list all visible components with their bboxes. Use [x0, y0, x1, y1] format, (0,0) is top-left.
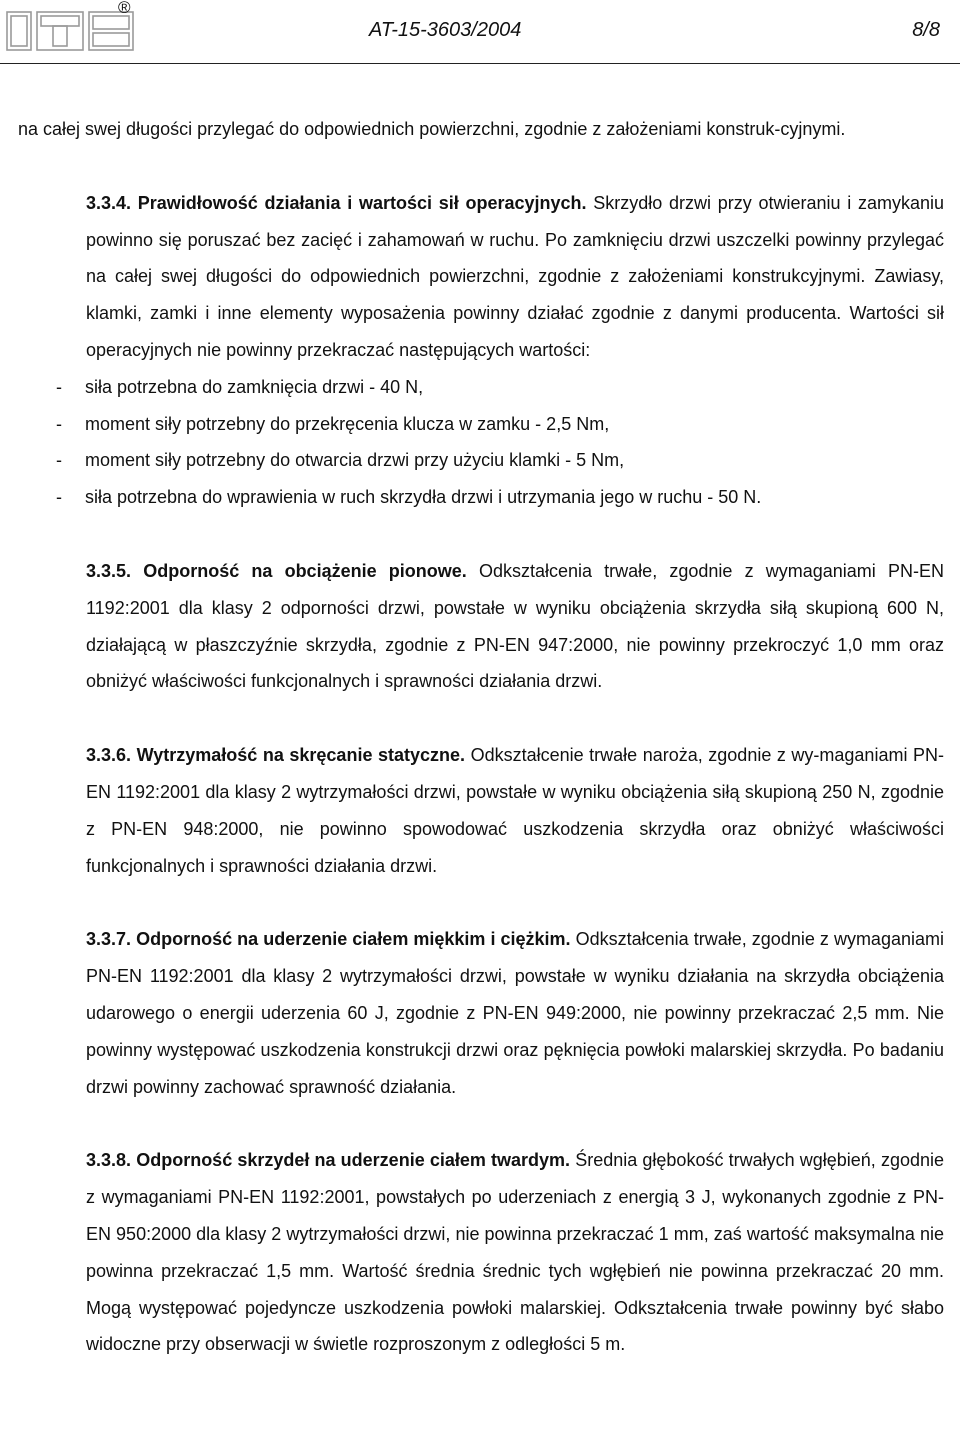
- section-title: Wytrzymałość na skręcanie statyczne.: [136, 745, 466, 766]
- page-number: 8/8: [912, 19, 940, 41]
- operational-forces-list: [18, 369, 944, 516]
- section-text: Odkształcenia trwałe, zgodnie z wymaganiami PN-EN 1192:2001 dla klasy 2 wytrzymałości drzwi, powstałe w wyniku działania na skrzydła obciążenia udarowego o energii uderzenia 60 J, zgodnie z PN-EN 949:2000, nie powinny przekraczać 2,5 mm. Nie powinny występować uszkodzenia konstrukcji drzwi oraz pęknięcia powłoki malarskiej skrzydła. Po badaniu drzwi powinny zachować sprawność działania.: [86, 929, 944, 1097]
- section-number: 3.3.6.: [86, 745, 132, 766]
- section-3-3-7: [18, 921, 944, 1105]
- document-code: AT-15-3603/2004: [369, 19, 522, 41]
- section-number: 3.3.8.: [86, 1150, 132, 1171]
- section-text: Odkształcenie trwałe naroża, zgodnie z wy-maganiami PN-EN 1192:2001 dla klasy 2 wytrzymałości drzwi, powstałe w wyniku obciążenia siłą skupioną 250 N, zgodnie z PN-EN 948:2000, nie powinno spowodować uszkodzenia skrzydła oraz obniżyć właściwości funkcjonalnych i sprawności działania drzwi.: [86, 745, 944, 876]
- list-item: - moment siły potrzebny do otwarcia drzwi przy użyciu klamki - 5 Nm,: [18, 442, 944, 479]
- section-3-3-4: [18, 185, 944, 369]
- document-body: [18, 111, 944, 1363]
- section-title: Prawidłowość działania i wartości sił operacyjnych.: [137, 192, 587, 213]
- list-item: - siła potrzebna do zamknięcia drzwi - 40 N,: [18, 369, 944, 406]
- section-number: 3.3.4.: [86, 192, 132, 213]
- registered-mark: ®: [118, 0, 131, 17]
- section-3-3-5: [18, 553, 944, 700]
- header-rule: [0, 63, 960, 64]
- section-text: Średnia głębokość trwałych wgłębień, zgodnie z wymaganiami PN-EN 1192:2001, powstałych po uderzeniach z energią 3 J, wykonanych zgodnie z PN-EN 950:2000 dla klasy 2 wytrzymałości drzwi, nie powinna przekraczać 1 mm, zaś wartość maksymalna nie powinna przekraczać 1,5 mm. Wartość średnia średnic tych wgłębień nie powinna przekraczać 20 mm. Mogą występować pojedyncze uszkodzenia powłoki malarskiej. Odkształcenia trwałe powinny być słabo widoczne przy obserwacji w świetle rozproszonym z odległości 5 m.: [86, 1150, 944, 1355]
- itb-logo: [6, 8, 136, 52]
- section-3-3-6: [18, 737, 944, 884]
- list-item: - moment siły potrzebny do przekręcenia klucza w zamku - 2,5 Nm,: [18, 406, 944, 443]
- list-item: - siła potrzebna do wprawienia w ruch skrzydła drzwi i utrzymania jego w ruchu - 50 N.: [18, 479, 944, 516]
- section-title: Odporność na uderzenie ciałem miękkim i ciężkim.: [136, 929, 571, 950]
- section-text: Skrzydło drzwi przy otwieraniu i zamykaniu powinno się poruszać bez zacięć i zahamowań w ruchu. Po zamknięciu drzwi uszczelki powinny przylegać na całej swej długości do odpowiednich powierzchni, zgodnie z założeniami konstrukcyjnymi. Zawiasy, klamki, zamki i inne elementy wyposażenia powinny działać zgodnie z danymi producenta. Wartości sił operacyjnych nie powinny przekraczać następujących wartości:: [86, 192, 944, 360]
- section-number: 3.3.5.: [86, 560, 132, 581]
- section-3-3-8: [18, 1142, 944, 1363]
- section-text: Odkształcenia trwałe, zgodnie z wymaganiami PN-EN 1192:2001 dla klasy 2 odporności drzwi, powstałe w wyniku obciążenia skrzydła siłą skupioną 600 N, działającą w płaszczyźnie skrzydła, zgodnie z PN-EN 947:2000, nie powinny przekroczyć 1,0 mm oraz obniżyć właściwości funkcjonalnych i sprawności działania drzwi.: [86, 560, 944, 692]
- intro-paragraph: na całej swej długości przylegać do odpowiednich powierzchni, zgodnie z założeniami konstruk-cyjnymi.: [18, 119, 846, 139]
- section-title: Odporność na obciążenie pionowe.: [143, 560, 467, 581]
- section-number: 3.3.7.: [86, 929, 132, 950]
- page-header: [0, 0, 960, 66]
- section-title: Odporność skrzydeł na uderzenie ciałem twardym.: [136, 1150, 571, 1171]
